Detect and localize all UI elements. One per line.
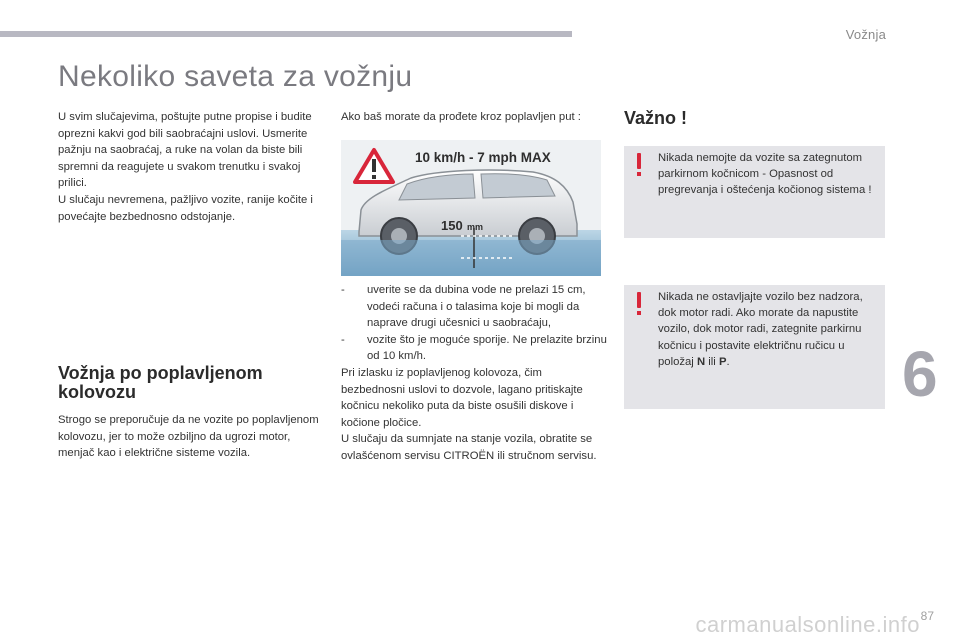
water-overlay [341, 240, 601, 276]
intro-paragraph-2: U slučaju nevremena, pažljivo vozite, ranije kočite i povećajte bezbednosno odstojanje. [58, 193, 313, 223]
service-paragraph: U slučaju da sumnjate na stanje vozila, obratite se ovlašćenom servisu CITROËN ili stručnom servisu. [341, 433, 597, 462]
intro-column [58, 109, 320, 225]
gear-p-label: P [718, 355, 727, 368]
page-number: 87 [920, 609, 934, 623]
chapter-number: 6 [902, 338, 938, 410]
flood-car-illustration [341, 140, 601, 276]
important-heading: Važno ! [624, 108, 688, 128]
exclamation-icon [636, 292, 642, 316]
list-item [341, 282, 607, 332]
intro-paragraph: U svim slučajevima, poštujte putne propise i budite oprezni kakvi god bili saobraćajni uslovi. Usmerite pažnju na saobraćaj, a ruke na volan da biste bili spremni da reagujete u svakom trenutku i svakoj prilici. [58, 111, 312, 190]
flood-paragraph: Strogo se preporučuje da ne vozite po poplavljenom kolovozu, jer to može ozbiljno da ugrozi motor, menjač kao i električne sisteme vozila. [58, 414, 319, 460]
exclamation-icon [636, 153, 642, 177]
flood-instructions [341, 282, 607, 465]
note-or: ili [705, 355, 719, 368]
section-name: Vožnja [845, 27, 886, 42]
list-item [341, 332, 607, 365]
depth-unit: mm [467, 222, 484, 232]
watermark: carmanualsonline.info [695, 612, 920, 637]
bullet-dash: - [341, 333, 345, 346]
note-end: . [726, 355, 730, 368]
flood-subheading: Vožnja po poplavljenom kolovozu [58, 363, 263, 402]
top-rule [0, 31, 572, 37]
depth-value: 150 [441, 218, 463, 233]
page-title: Nekoliko saveta za vožnju [58, 60, 413, 93]
lead-text: Ako baš morate da prođete kroz poplavljen put : [341, 111, 581, 123]
warning-triangle-icon [355, 150, 393, 182]
bullet-dash: - [341, 284, 345, 296]
note-text: Nikada ne ostavljajte vozilo bez nadzora, dok motor radi. Ako morate da napustite vozilo, dok motor radi, zategnite parkirnu kočnicu i postavite električnu ručicu u položaj [658, 291, 863, 368]
bullet-text: uverite se da dubina vode ne prelazi 15 cm, vodeći računa i o talasima koje bi mogli da naprave drugi učesnici u saobraćaju, [367, 284, 586, 330]
warning-note-parking-brake [624, 146, 885, 238]
gear-n-label: N [696, 355, 706, 368]
after-flood-paragraph: Pri izlasku iz poplavljenog kolovoza, čim bezbednosni uslovi to dozvole, lagano pritiskajte kočnicu nekoliko puta da biste osušili diskove i kočione pločice. [341, 366, 583, 429]
note-text: Nikada nemojte da vozite sa zategnutom parkirnom kočnicom - Opasnost od pregrevanja i oštećenja kočionog sistema ! [658, 152, 872, 197]
warning-note-unattended [624, 285, 885, 409]
bullet-text: vozite što je moguće sporije. Ne prelazite brzinu od 10 km/h. [367, 333, 607, 363]
speed-limit-label: 10 km/h - 7 mph MAX [415, 150, 551, 165]
car-in-water-svg [341, 140, 601, 276]
